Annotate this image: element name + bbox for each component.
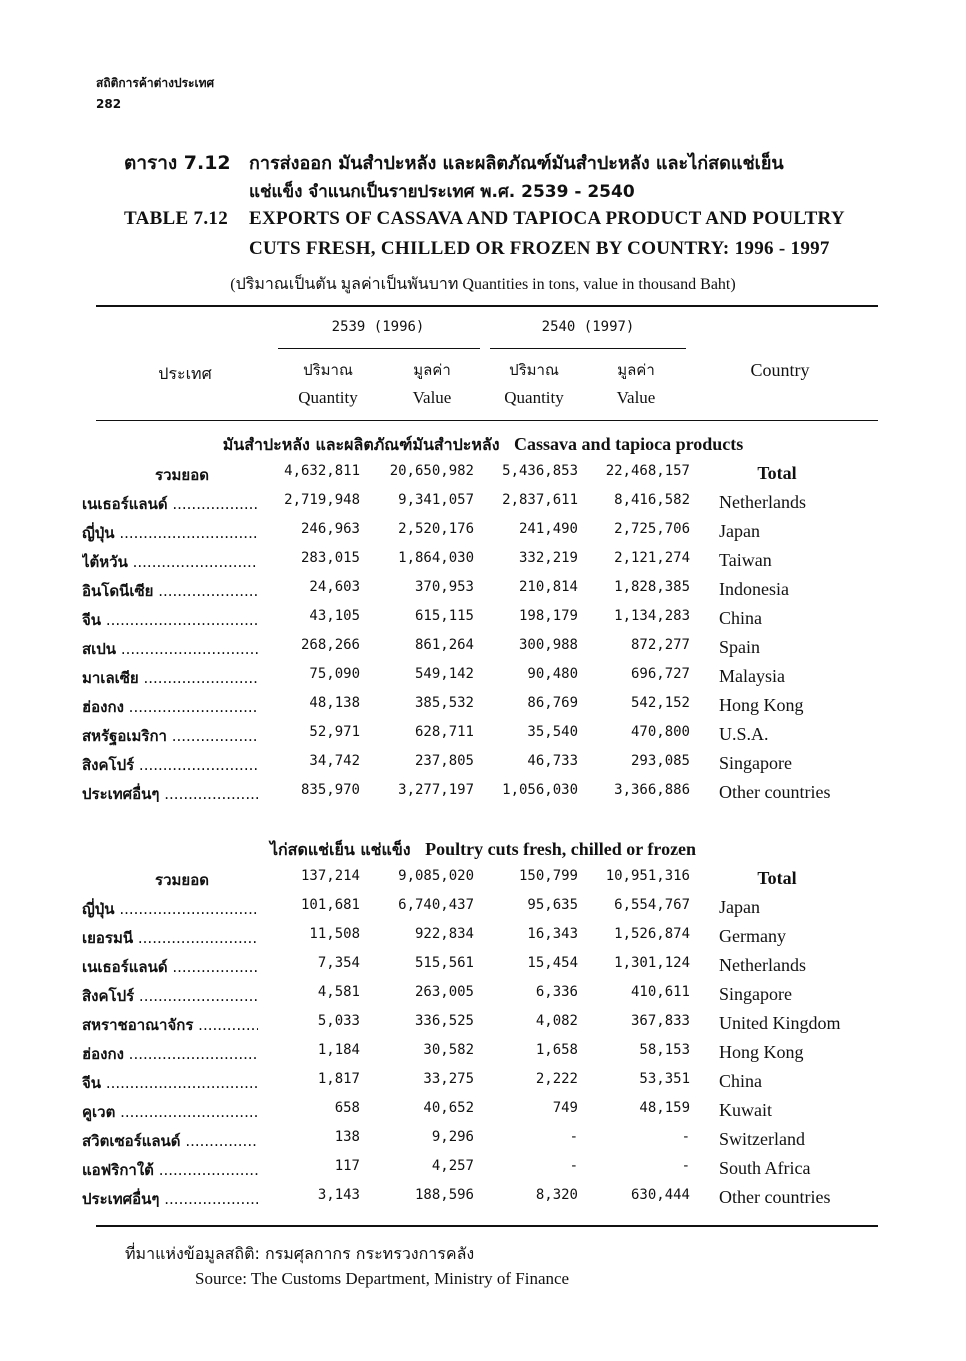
table-row	[0, 579, 966, 608]
country-english-cell: Hong Kong	[719, 1042, 804, 1062]
country-thai-cell: อินโดนีเซีย .....	[82, 579, 258, 603]
quantity-1997-cell: 1,658	[535, 1042, 578, 1058]
value-1997-cell: -	[681, 1129, 690, 1145]
country-thai-cell: ไต้หวัน .....	[82, 550, 258, 574]
country-thai-cell: สวิตเซอร์แลนด์ .....	[82, 1129, 258, 1153]
thai-title-text: การส่งออก มันสำปะหลัง และผลิตภัณฑ์มันสำปะหลัง และไก่สดแช่เย็น	[249, 153, 784, 174]
country-english-cell: Japan	[719, 897, 760, 917]
value-1996-cell: 615,115	[414, 608, 474, 624]
quantity-1996-cell: 4,632,811	[284, 463, 360, 479]
quantity-1996-cell: 24,603	[309, 579, 360, 595]
country-thai-cell: ฮ่องกง .....	[82, 695, 258, 719]
quantity-1996-cell: 137,214	[300, 868, 360, 884]
table-row	[0, 550, 966, 579]
country-english-cell: Singapore	[719, 753, 792, 773]
quantity-1996-cell: 7,354	[317, 955, 360, 971]
table-row	[0, 955, 966, 984]
value-1997-cell: 10,951,316	[605, 868, 690, 884]
value-english-label: Value	[412, 388, 452, 407]
value-1996-cell: 2,520,176	[398, 521, 474, 537]
quantity-1997-cell: 2,837,611	[502, 492, 578, 508]
source-thai: ที่มาแห่งข้อมูลสถิติ: กรมศุลกากร กระทรวงการคลัง	[125, 1244, 475, 1263]
value-1997-cell: -	[681, 1158, 690, 1174]
country-english-cell: Switzerland	[719, 1129, 805, 1149]
table-bottom-rule	[96, 1225, 878, 1227]
quantity-1996-cell: 117	[334, 1158, 360, 1174]
english-title-line-1	[124, 208, 845, 230]
quantity-1997-cell: -	[569, 1158, 578, 1174]
country-thai-cell: จีน .....	[82, 1071, 258, 1095]
table-top-rule	[96, 305, 878, 307]
value-1997-cell: 630,444	[630, 1187, 690, 1203]
country-thai-cell: สิงคโปร์ .....	[82, 984, 258, 1008]
quantity-1997-cell: 95,635	[527, 897, 578, 913]
quantity-1997-header	[486, 356, 582, 412]
quantity-1997-cell: 198,179	[518, 608, 578, 624]
value-1996-cell: 263,005	[414, 984, 474, 1000]
country-english-cell: Other countries	[719, 782, 831, 802]
value-1996-cell: 4,257	[431, 1158, 474, 1174]
country-thai-cell: สหราชอาณาจักร .....	[82, 1013, 258, 1037]
total-row	[0, 868, 966, 897]
quantity-1997-cell: 749	[552, 1100, 578, 1116]
country-thai-cell: มาเลเซีย .....	[82, 666, 258, 690]
table-row	[0, 984, 966, 1013]
source-english: Source: The Customs Department, Ministry of Finance	[195, 1269, 570, 1288]
quantity-1996-cell: 4,581	[317, 984, 360, 1000]
value-1996-cell: 33,275	[423, 1071, 474, 1087]
country-thai-cell: ประเทศอื่นๆ .....	[82, 782, 258, 806]
table-row	[0, 637, 966, 666]
country-english-cell: Other countries	[719, 1187, 831, 1207]
country-thai-cell: ฮ่องกง .....	[82, 1042, 258, 1066]
thai-title-line-2: แช่แข็ง จำแนกเป็นรายประเทศ พ.ศ. 2539 - 2540	[249, 182, 635, 202]
quantity-1996-cell: 138	[334, 1129, 360, 1145]
country-english-cell: Total	[757, 868, 797, 888]
value-1996-cell: 549,142	[414, 666, 474, 682]
table-row	[0, 608, 966, 637]
section-title-thai: มันสำปะหลัง และผลิตภัณฑ์มันสำปะหลัง	[222, 435, 500, 454]
country-thai-cell: จีน .....	[82, 608, 258, 632]
value-1996-cell: 628,711	[414, 724, 474, 740]
country-english-cell: Hong Kong	[719, 695, 804, 715]
value-1996-cell: 861,264	[414, 637, 474, 653]
quantity-1997-cell: 210,814	[518, 579, 578, 595]
value-1996-cell: 922,834	[414, 926, 474, 942]
section-title-thai: ไก่สดแช่เย็น แช่แข็ง	[269, 840, 411, 859]
quantity-1996-cell: 34,742	[309, 753, 360, 769]
units-note: (ปริมาณเป็นตัน มูลค่าเป็นพันบาท Quantities in tons, value in thousand Baht)	[230, 276, 736, 293]
english-title-text: EXPORTS OF CASSAVA AND TAPIOCA PRODUCT AND POULTRY	[249, 208, 845, 229]
value-1997-cell: 8,416,582	[614, 492, 690, 508]
quantity-thai-label: ปริมาณ	[509, 361, 559, 379]
value-1997-header	[596, 356, 676, 412]
table-row	[0, 492, 966, 521]
value-1996-cell: 9,341,057	[398, 492, 474, 508]
table-row	[0, 1100, 966, 1129]
quantity-1996-cell: 52,971	[309, 724, 360, 740]
year-1996-header: 2539 (1996)	[331, 319, 425, 335]
section-title-poultry	[0, 838, 966, 863]
thai-title-line-1	[124, 148, 784, 178]
english-table-label: TABLE 7.12	[124, 208, 229, 229]
value-1996-cell: 9,296	[431, 1129, 474, 1145]
quantity-1996-cell: 1,817	[317, 1071, 360, 1087]
quantity-1997-cell: 150,799	[518, 868, 578, 884]
country-english-cell: Netherlands	[719, 492, 806, 512]
country-english-cell: Netherlands	[719, 955, 806, 975]
quantity-1997-cell: 6,336	[535, 984, 578, 1000]
value-1997-cell: 696,727	[630, 666, 690, 682]
total-row	[0, 463, 966, 492]
value-1997-cell: 2,725,706	[614, 521, 690, 537]
country-english-cell: Japan	[719, 521, 760, 541]
table-row	[0, 1158, 966, 1187]
thai-table-label: ตาราง 7.12	[124, 152, 231, 174]
table-row	[0, 666, 966, 695]
country-english-cell: Germany	[719, 926, 786, 946]
quantity-1996-cell: 246,963	[300, 521, 360, 537]
country-english-cell: China	[719, 608, 762, 628]
quantity-1996-cell: 2,719,948	[284, 492, 360, 508]
quantity-1997-cell: -	[569, 1129, 578, 1145]
table-row	[0, 724, 966, 753]
country-thai-cell: รวมยอด	[155, 871, 209, 889]
country-thai-cell: เยอรมนี .....	[82, 926, 258, 950]
value-1997-cell: 53,351	[639, 1071, 690, 1087]
country-thai-cell: สเปน .....	[82, 637, 258, 661]
country-thai-cell: รวมยอด	[155, 466, 209, 484]
quantity-1996-cell: 11,508	[309, 926, 360, 942]
value-1997-cell: 293,085	[630, 753, 690, 769]
value-1996-cell: 336,525	[414, 1013, 474, 1029]
country-thai-cell: เนเธอร์แลนด์ .....	[82, 492, 258, 516]
year-1996-underline	[278, 348, 480, 349]
quantity-1996-cell: 75,090	[309, 666, 360, 682]
value-thai-label: มูลค่า	[617, 361, 655, 379]
value-1996-cell: 30,582	[423, 1042, 474, 1058]
header-bottom-rule	[96, 420, 878, 421]
country-english-cell: U.S.A.	[719, 724, 769, 744]
quantity-1996-cell: 1,184	[317, 1042, 360, 1058]
quantity-1997-cell: 90,480	[527, 666, 578, 682]
value-english-label: Value	[616, 388, 656, 407]
quantity-1997-cell: 35,540	[527, 724, 578, 740]
section-title-english: Poultry cuts fresh, chilled or frozen	[425, 839, 697, 859]
country-english-cell: Singapore	[719, 984, 792, 1004]
table-row	[0, 695, 966, 724]
quantity-1997-cell: 332,219	[518, 550, 578, 566]
table-row	[0, 521, 966, 550]
value-1996-cell: 188,596	[414, 1187, 474, 1203]
quantity-1996-cell: 48,138	[309, 695, 360, 711]
value-thai-label: มูลค่า	[413, 361, 451, 379]
value-1996-cell: 20,650,982	[389, 463, 474, 479]
quantity-1997-cell: 4,082	[535, 1013, 578, 1029]
country-thai-cell: ญี่ปุ่น .....	[82, 521, 258, 545]
value-1997-cell: 58,153	[639, 1042, 690, 1058]
country-thai-cell: แอฟริกาใต้ .....	[82, 1158, 258, 1182]
value-1997-cell: 22,468,157	[605, 463, 690, 479]
country-english-cell: Malaysia	[719, 666, 785, 686]
page-number: 282	[96, 97, 122, 111]
table-row	[0, 897, 966, 926]
quantity-1997-cell: 5,436,853	[502, 463, 578, 479]
value-1997-cell: 1,526,874	[614, 926, 690, 942]
quantity-1996-cell: 5,033	[317, 1013, 360, 1029]
value-1996-cell: 385,532	[414, 695, 474, 711]
value-1997-cell: 1,828,385	[614, 579, 690, 595]
quantity-1997-cell: 86,769	[527, 695, 578, 711]
table-row	[0, 1187, 966, 1216]
quantity-1996-cell: 283,015	[300, 550, 360, 566]
country-thai-cell: เนเธอร์แลนด์ .....	[82, 955, 258, 979]
value-1996-cell: 3,277,197	[398, 782, 474, 798]
quantity-1996-cell: 268,266	[300, 637, 360, 653]
country-english-cell: Spain	[719, 637, 761, 657]
table-row	[0, 782, 966, 811]
quantity-1996-cell: 835,970	[300, 782, 360, 798]
value-1996-cell: 237,805	[414, 753, 474, 769]
table-row	[0, 926, 966, 955]
country-english-cell: South Africa	[719, 1158, 811, 1178]
section-title-english: Cassava and tapioca products	[514, 434, 744, 454]
country-thai-cell: สหรัฐอเมริกา .....	[82, 724, 258, 748]
country-thai-cell: สิงคโปร์ .....	[82, 753, 258, 777]
table-row	[0, 1071, 966, 1100]
book-title: สถิติการค้าต่างประเทศ	[96, 76, 215, 90]
quantity-1997-cell: 8,320	[535, 1187, 578, 1203]
value-1997-cell: 367,833	[630, 1013, 690, 1029]
country-thai-cell: ญี่ปุ่น .....	[82, 897, 258, 921]
table-row	[0, 1042, 966, 1071]
value-1997-cell: 1,301,124	[614, 955, 690, 971]
quantity-thai-label: ปริมาณ	[303, 361, 353, 379]
quantity-1996-header	[280, 356, 376, 412]
quantity-1997-cell: 300,988	[518, 637, 578, 653]
country-english-cell: Indonesia	[719, 579, 789, 599]
country-thai-cell: คูเวต .....	[82, 1100, 258, 1124]
quantity-1996-cell: 658	[334, 1100, 360, 1116]
quantity-english-label: Quantity	[298, 388, 358, 407]
value-1997-cell: 872,277	[630, 637, 690, 653]
value-1997-cell: 542,152	[630, 695, 690, 711]
quantity-1997-cell: 46,733	[527, 753, 578, 769]
table-row	[0, 1129, 966, 1158]
value-1996-cell: 6,740,437	[398, 897, 474, 913]
country-english-cell: United Kingdom	[719, 1013, 841, 1033]
value-1996-header	[392, 356, 472, 412]
value-1997-cell: 3,366,886	[614, 782, 690, 798]
country-english-cell: Total	[757, 463, 797, 483]
english-title-line-2: CUTS FRESH, CHILLED OR FROZEN BY COUNTRY: 1996 - 1997	[249, 238, 830, 259]
value-1996-cell: 9,085,020	[398, 868, 474, 884]
country-english-cell: Taiwan	[719, 550, 772, 570]
quantity-1997-cell: 2,222	[535, 1071, 578, 1087]
country-thai-header: ประเทศ	[158, 364, 212, 383]
section-title-cassava	[0, 433, 966, 458]
quantity-1997-cell: 16,343	[527, 926, 578, 942]
quantity-1996-cell: 43,105	[309, 608, 360, 624]
value-1997-cell: 1,134,283	[614, 608, 690, 624]
value-1996-cell: 515,561	[414, 955, 474, 971]
quantity-1997-cell: 15,454	[527, 955, 578, 971]
value-1997-cell: 6,554,767	[614, 897, 690, 913]
year-1997-underline	[490, 348, 686, 349]
value-1997-cell: 470,800	[630, 724, 690, 740]
table-row	[0, 753, 966, 782]
value-1997-cell: 2,121,274	[614, 550, 690, 566]
quantity-english-label: Quantity	[504, 388, 564, 407]
value-1997-cell: 410,611	[630, 984, 690, 1000]
value-1996-cell: 1,864,030	[398, 550, 474, 566]
quantity-1996-cell: 3,143	[317, 1187, 360, 1203]
country-english-cell: China	[719, 1071, 762, 1091]
country-english-cell: Kuwait	[719, 1100, 772, 1120]
value-1996-cell: 370,953	[414, 579, 474, 595]
quantity-1997-cell: 241,490	[518, 521, 578, 537]
value-1997-cell: 48,159	[639, 1100, 690, 1116]
country-thai-cell: ประเทศอื่นๆ .....	[82, 1187, 258, 1211]
year-1997-header: 2540 (1997)	[541, 319, 635, 335]
quantity-1997-cell: 1,056,030	[502, 782, 578, 798]
value-1996-cell: 40,652	[423, 1100, 474, 1116]
table-row	[0, 1013, 966, 1042]
country-english-header: Country	[750, 360, 810, 380]
quantity-1996-cell: 101,681	[300, 897, 360, 913]
